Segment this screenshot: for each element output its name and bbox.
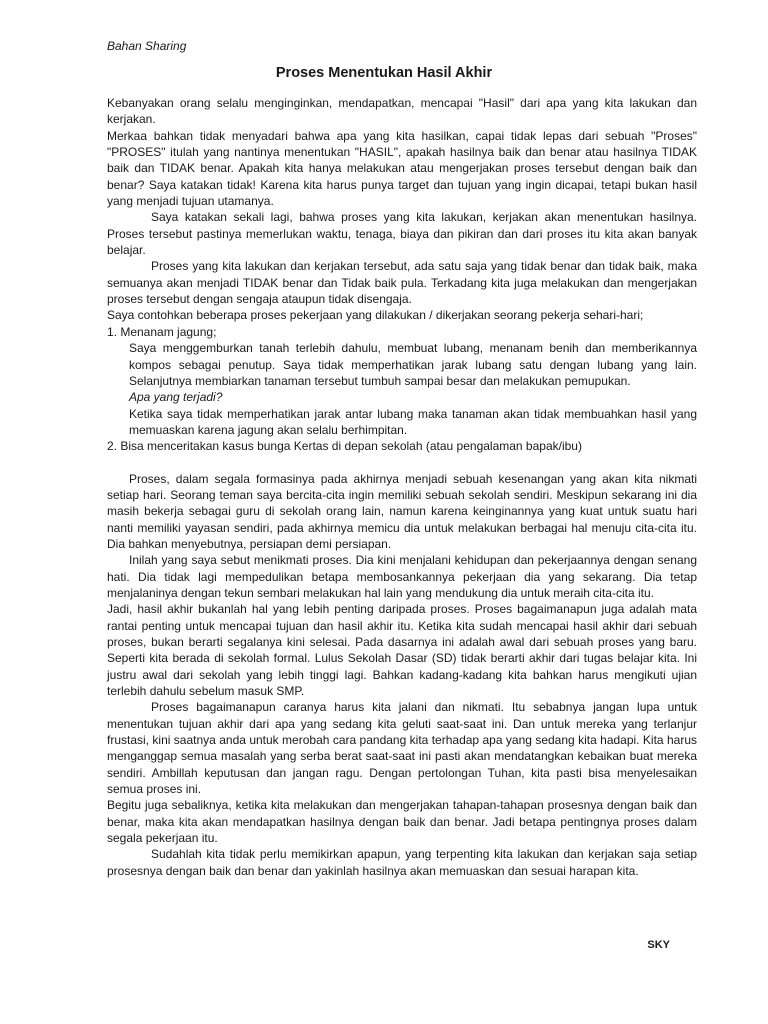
example-list [107, 324, 697, 455]
list-item-1-answer: Ketika saya tidak memperhatikan jarak antar lubang maka tanaman akan tidak membuahkan hasil yang memuaskan karena jagung akan selalu berhimpitan. [129, 406, 697, 437]
paragraph-5: Saya contohkan beberapa proses pekerjaan yang dilakukan / dikerjakan seorang pekerja sehari-hari; [107, 308, 644, 323]
paragraph-3: Saya katakan sekali lagi, bahwa proses yang kita lakukan, kerjakan akan menentukan hasilnya. Proses tersebut pastinya memerlukan waktu, tenaga, biaya dan pikiran dan dari proses itu kita akan banyak belajar. [107, 210, 697, 258]
document-body [107, 95, 697, 879]
header-label: Bahan Sharing [107, 39, 187, 53]
list-item-2: 2. Bisa menceritakan kasus bunga Kertas di depan sekolah (atau pengalaman bapak/ibu) [107, 439, 582, 454]
list-item-1-question: Apa yang terjadi? [129, 390, 223, 405]
document-title: Proses Menentukan Hasil Akhir [275, 65, 493, 81]
paragraph-11: Sudahlah kita tidak perlu memikirkan apapun, yang terpenting kita lakukan dan kerjakan saja setiap prosesnya dengan baik dan benar dan yakinlah hasilnya akan memuaskan dan sesuai harapan kita. [107, 847, 697, 878]
paragraph-6: Proses, dalam segala formasinya pada akhirnya menjadi sebuah kesenangan yang akan kita nikmati setiap hari. Seorang teman saya bercita-cita ingin memiliki sebuah sekolah sendiri. Meskipun sekarang ini dia masih bekerja sebagai guru di sekolah orang lain, namun karena keinginannya yang kuat untuk suatu hari nanti memiliki yayasan sendiri, pada akhirnya memicu dia untuk melakukan berbagai hal menuju cita-cita itu. Dia bahkan menyebutnya, persiapan demi persiapan. [107, 471, 697, 551]
paragraph-2: Merkaa bahkan tidak menyadari bahwa apa yang kita hasilkan, capai tidak lepas dari sebuah "Proses" "PROSES" itulah yang nantinya menentukan "HASIL", apakah hasilnya baik dan benar atau hasilnya TIDAK baik dan TIDAK benar. Apakah kita hanya melakukan atau mengerjakan proses tersebut dengan baik dan benar? Saya katakan tidak! Karena kita harus punya target dan tujuan yang ingin dicapai, tetapi bukan hasil yang menjadi tujuan utamanya. [107, 128, 697, 209]
paragraph-10: Begitu juga sebaliknya, ketika kita melakukan dan mengerjakan tahapan-tahapan prosesnya dengan baik dan benar, maka kita akan mendapatkan hasilnya dengan baik dan benar. Jadi betapa pentingnya proses dalam segala pekerjaan itu. [107, 798, 697, 846]
section-gap [107, 455, 697, 471]
paragraph-1: Kebanyakan orang selalu menginginkan, mendapatkan, mencapai "Hasil" dari apa yang kita lakukan dan kerjakan. [107, 96, 697, 127]
paragraph-4: Proses yang kita lakukan dan kerjakan tersebut, ada satu saja yang tidak benar dan tidak baik, maka semuanya akan menjadi TIDAK benar dan Tidak baik pula. Terkadang kita juga melakukan dan mengerjakan proses tersebut dengan sengaja ataupun tidak disengaja. [107, 259, 697, 307]
paragraph-8: Jadi, hasil akhir bukanlah hal yang lebih penting daripada proses. Proses bagaimanapun juga adalah mata rantai penting untuk mencapai tujuan dan hasil akhir itu. Ketika kita sudah mencapai hasil akhir dari sebuah proses, bukan berarti segalanya kini selesai. Pada dasarnya ini adalah awal dari sebuah proses yang baru. Seperti kita berada di sekolah formal. Lulus Sekolah Dasar (SD) tidak berarti akhir dari tugas belajar kita. Ini justru awal dari sekolah yang lebih tinggi lagi. Bahkan kadang-kadang kita bahkan harus mengikuti ujian terlebih dahulu sebelum masuk SMP. [107, 602, 697, 699]
paragraph-7: Inilah yang saya sebut menikmati proses. Dia kini menjalani kehidupan dan pekerjaannya dengan senang hati. Dia tidak lagi mempedulikan betapa membosankannya pekerjaan dia yang sekarang. Dia tetap menjalaninya dengan tekun sembari melakukan hal lain yang mendukung dia untuk meraih cita-cita itu. [107, 553, 697, 600]
list-item-1-body [107, 340, 697, 438]
list-item-1-text: Saya menggemburkan tanah terlebih dahulu, membuat lubang, menanam benih dan memberikannya kompos sebagai penutup. Saya tidak memperhatikan jarak lubang satu dengan lubang yang lain. Selanjutnya membiarkan tanaman tersebut tumbuh sampai besar dan melakukan pemupukan. [129, 341, 697, 388]
list-item-1-title: 1. Menanam jagung; [107, 324, 217, 339]
footer-signature: SKY [647, 939, 670, 951]
paragraph-9: Proses bagaimanapun caranya harus kita jalani dan nikmati. Itu sebabnya jangan lupa untuk menentukan tujuan akhir dari apa yang sedang kita geluti saat-saat ini. Dan untuk mereka yang terlanjur frustasi, kini saatnya anda untuk merobah cara pandang kita terhadap apa yang sedang kita hadapi. Kita harus menganggap semua masalah yang serba berat saat-saat ini pasti akan mendatangkan kebaikan buat mereka sendiri. Ambillah keputusan dan jangan ragu. Dengan pertolongan Tuhan, kita pasti bisa menyelesaikan semua proses ini. [107, 700, 697, 797]
